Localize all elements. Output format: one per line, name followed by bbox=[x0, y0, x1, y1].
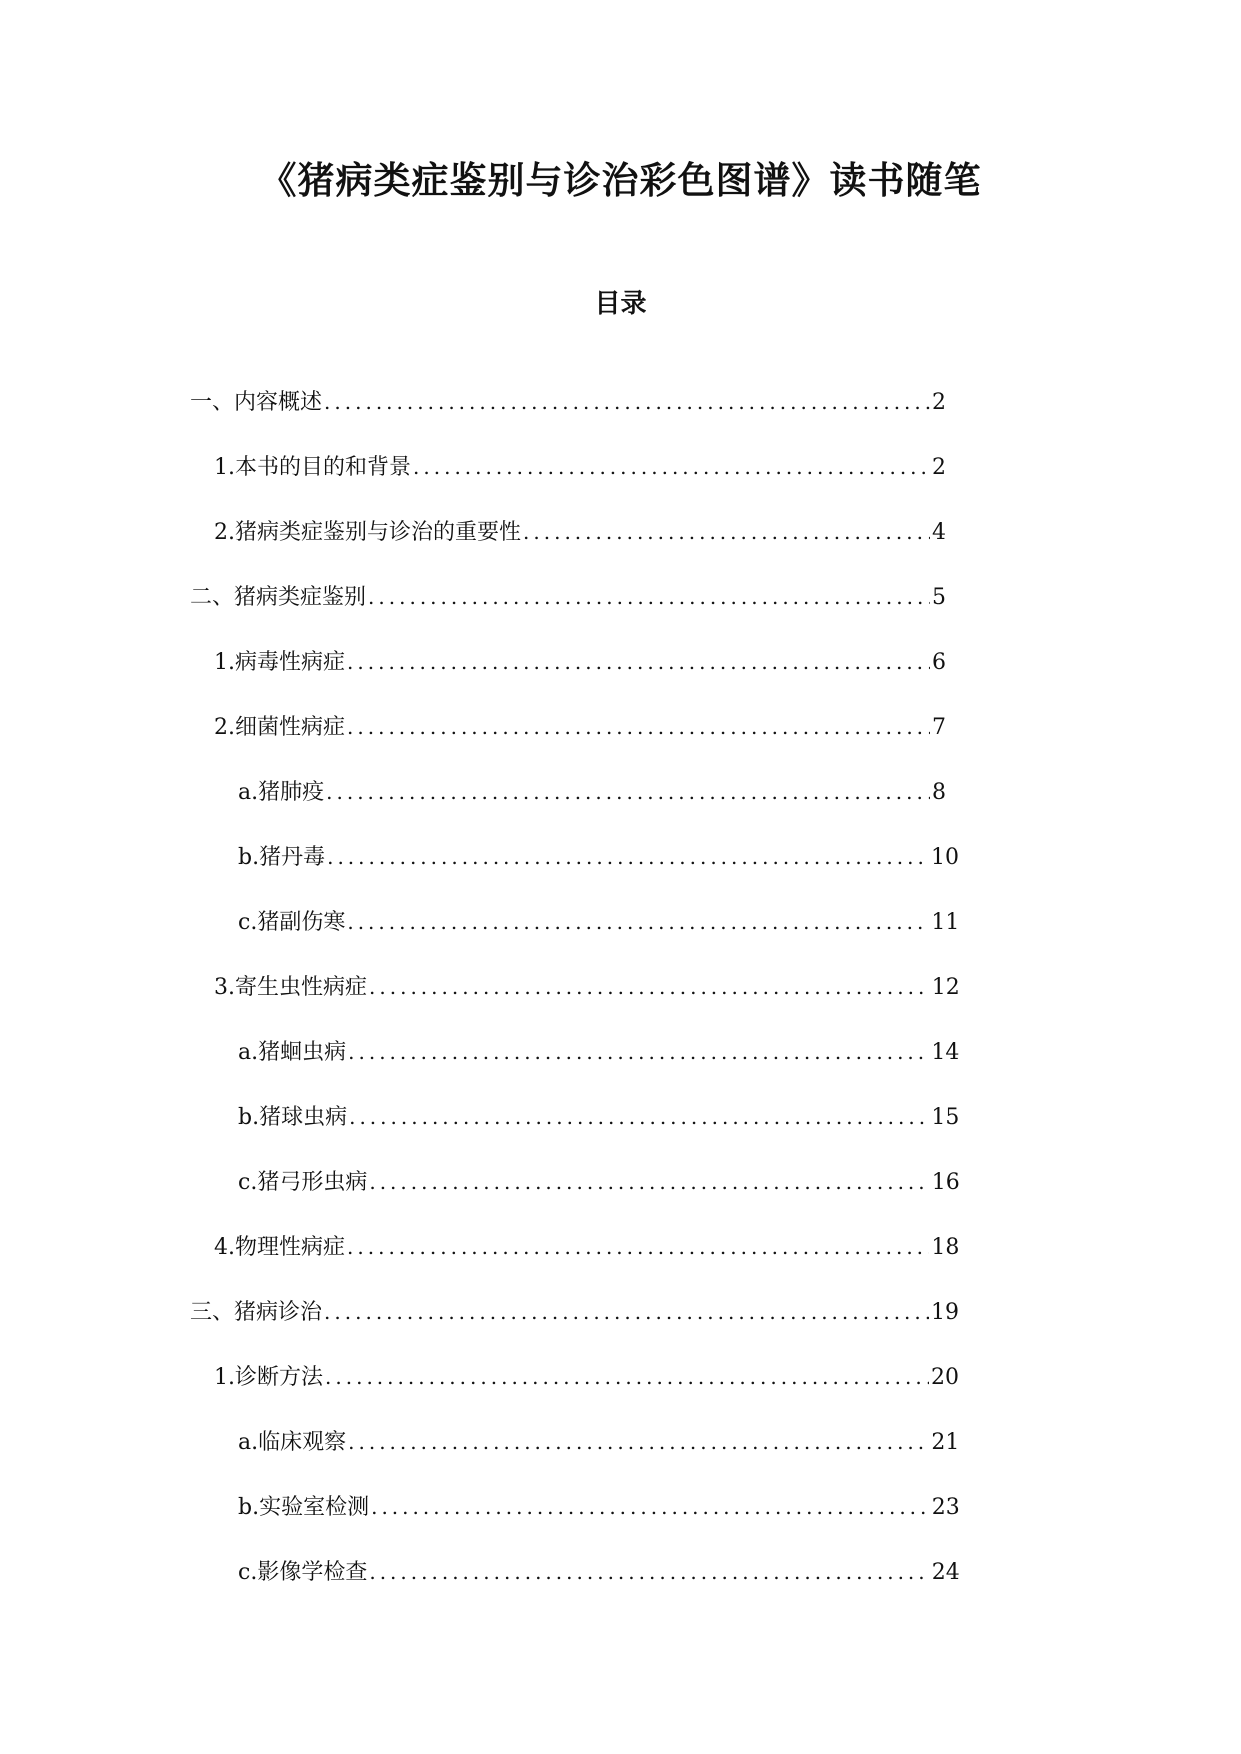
toc-dot-leader bbox=[349, 1105, 929, 1129]
document-title: 《猪病类症鉴别与诊治彩色图谱》读书随笔 bbox=[259, 158, 982, 202]
toc-entry-label: 猪病类症鉴别与诊治的重要性 bbox=[235, 520, 522, 545]
toc-dot-leader bbox=[326, 780, 930, 804]
toc-entry-label: 影像学检查 bbox=[257, 1560, 368, 1585]
toc-dot-leader bbox=[371, 1495, 930, 1519]
toc-entry[interactable] bbox=[190, 580, 946, 645]
toc-entry[interactable] bbox=[190, 840, 959, 905]
toc-dot-leader bbox=[369, 1170, 929, 1194]
toc-entry-label: 猪丹毒 bbox=[259, 845, 326, 870]
toc-entry-page: 19 bbox=[930, 1300, 959, 1325]
toc-entry[interactable] bbox=[190, 905, 960, 970]
toc-entry-number: b. bbox=[238, 845, 260, 870]
toc-dot-leader bbox=[348, 1040, 929, 1064]
toc-entry-number: 2. bbox=[214, 520, 235, 545]
toc-entry-number: b. bbox=[238, 1495, 260, 1520]
toc-entry-number: 二、 bbox=[190, 585, 235, 610]
toc-entry-label: 细菌性病症 bbox=[235, 715, 346, 740]
toc-entry[interactable] bbox=[190, 1490, 960, 1555]
toc-entry-page: 2 bbox=[932, 455, 946, 480]
toc-entry-page: 11 bbox=[931, 910, 960, 935]
toc-dot-leader bbox=[324, 390, 930, 414]
toc-entry-label: 内容概述 bbox=[234, 390, 323, 415]
toc-entry-number: 1. bbox=[214, 1365, 235, 1390]
toc-entry-number: 1. bbox=[214, 650, 235, 675]
toc-dot-leader bbox=[325, 1365, 929, 1389]
toc-entry-label: 病毒性病症 bbox=[235, 650, 346, 675]
toc-entry-number: 3. bbox=[214, 975, 235, 1000]
toc-dot-leader bbox=[413, 455, 930, 479]
toc-entry-label: 猪球虫病 bbox=[259, 1105, 348, 1130]
toc-entry-number: c. bbox=[238, 1170, 258, 1195]
toc-entry[interactable] bbox=[190, 1425, 960, 1490]
toc-entry[interactable] bbox=[190, 775, 946, 840]
toc-entry[interactable] bbox=[190, 1165, 960, 1230]
toc-entry[interactable] bbox=[190, 1295, 959, 1360]
toc-entry-label: 物理性病症 bbox=[235, 1235, 346, 1260]
toc-dot-leader bbox=[523, 520, 930, 544]
toc-entry-page: 20 bbox=[930, 1365, 959, 1390]
toc-entry-page: 12 bbox=[931, 975, 960, 1000]
toc-dot-leader bbox=[348, 1430, 929, 1454]
toc-entry-page: 4 bbox=[932, 520, 946, 545]
toc-entry-number: a. bbox=[238, 1040, 259, 1065]
toc-entry-number: a. bbox=[238, 780, 259, 805]
toc-entry[interactable] bbox=[190, 385, 946, 450]
toc-entry-label: 猪副伤寒 bbox=[257, 910, 346, 935]
toc-entry-number: b. bbox=[238, 1105, 260, 1130]
table-of-contents bbox=[190, 385, 960, 1620]
toc-entry-page: 16 bbox=[931, 1170, 960, 1195]
toc-entry-page: 14 bbox=[931, 1040, 960, 1065]
toc-entry[interactable] bbox=[190, 645, 946, 710]
toc-entry-page: 18 bbox=[931, 1235, 960, 1260]
toc-dot-leader bbox=[369, 975, 930, 999]
toc-entry-page: 2 bbox=[932, 390, 946, 415]
toc-dot-leader bbox=[347, 715, 930, 739]
toc-entry-number: 一、 bbox=[190, 390, 235, 415]
toc-entry[interactable] bbox=[190, 970, 960, 1035]
toc-dot-leader bbox=[347, 1235, 929, 1259]
toc-dot-leader bbox=[327, 845, 929, 869]
toc-entry[interactable] bbox=[190, 450, 946, 515]
toc-entry-number: 1. bbox=[214, 455, 235, 480]
toc-entry-page: 8 bbox=[932, 780, 946, 805]
toc-entry-label: 猪病诊治 bbox=[234, 1300, 323, 1325]
toc-entry-page: 24 bbox=[931, 1560, 960, 1585]
toc-entry-page: 5 bbox=[932, 585, 946, 610]
toc-entry[interactable] bbox=[190, 1230, 960, 1295]
toc-entry-page: 7 bbox=[932, 715, 946, 740]
toc-dot-leader bbox=[347, 650, 930, 674]
toc-entry[interactable] bbox=[190, 1555, 960, 1620]
toc-entry-number: 2. bbox=[214, 715, 235, 740]
toc-entry-label: 猪病类症鉴别 bbox=[234, 585, 367, 610]
toc-entry-label: 猪蛔虫病 bbox=[258, 1040, 347, 1065]
toc-entry-label: 猪肺疫 bbox=[258, 780, 325, 805]
toc-entry[interactable] bbox=[190, 710, 946, 775]
toc-entry[interactable] bbox=[190, 515, 946, 580]
toc-dot-leader bbox=[368, 585, 930, 609]
toc-entry-number: a. bbox=[238, 1430, 259, 1455]
toc-entry-number: c. bbox=[238, 910, 258, 935]
toc-dot-leader bbox=[347, 910, 929, 934]
toc-entry-number: c. bbox=[238, 1560, 258, 1585]
toc-entry[interactable] bbox=[190, 1035, 960, 1100]
toc-dot-leader bbox=[324, 1300, 929, 1324]
toc-entry-page: 10 bbox=[931, 845, 959, 870]
toc-entry[interactable] bbox=[190, 1360, 959, 1425]
toc-dot-leader bbox=[369, 1560, 929, 1584]
toc-entry-page: 15 bbox=[931, 1105, 960, 1130]
toc-entry-page: 6 bbox=[932, 650, 946, 675]
toc-entry-label: 猪弓形虫病 bbox=[257, 1170, 368, 1195]
toc-entry-label: 实验室检测 bbox=[259, 1495, 370, 1520]
toc-entry-page: 21 bbox=[931, 1430, 960, 1455]
toc-entry-number: 三、 bbox=[190, 1300, 235, 1325]
toc-heading: 目录 bbox=[594, 289, 647, 319]
toc-entry-label: 本书的目的和背景 bbox=[235, 455, 412, 480]
toc-entry-number: 4. bbox=[214, 1235, 235, 1260]
toc-entry[interactable] bbox=[190, 1100, 960, 1165]
toc-entry-label: 临床观察 bbox=[258, 1430, 347, 1455]
toc-entry-label: 诊断方法 bbox=[235, 1365, 324, 1390]
toc-entry-label: 寄生虫性病症 bbox=[235, 975, 368, 1000]
toc-entry-page: 23 bbox=[931, 1495, 960, 1520]
